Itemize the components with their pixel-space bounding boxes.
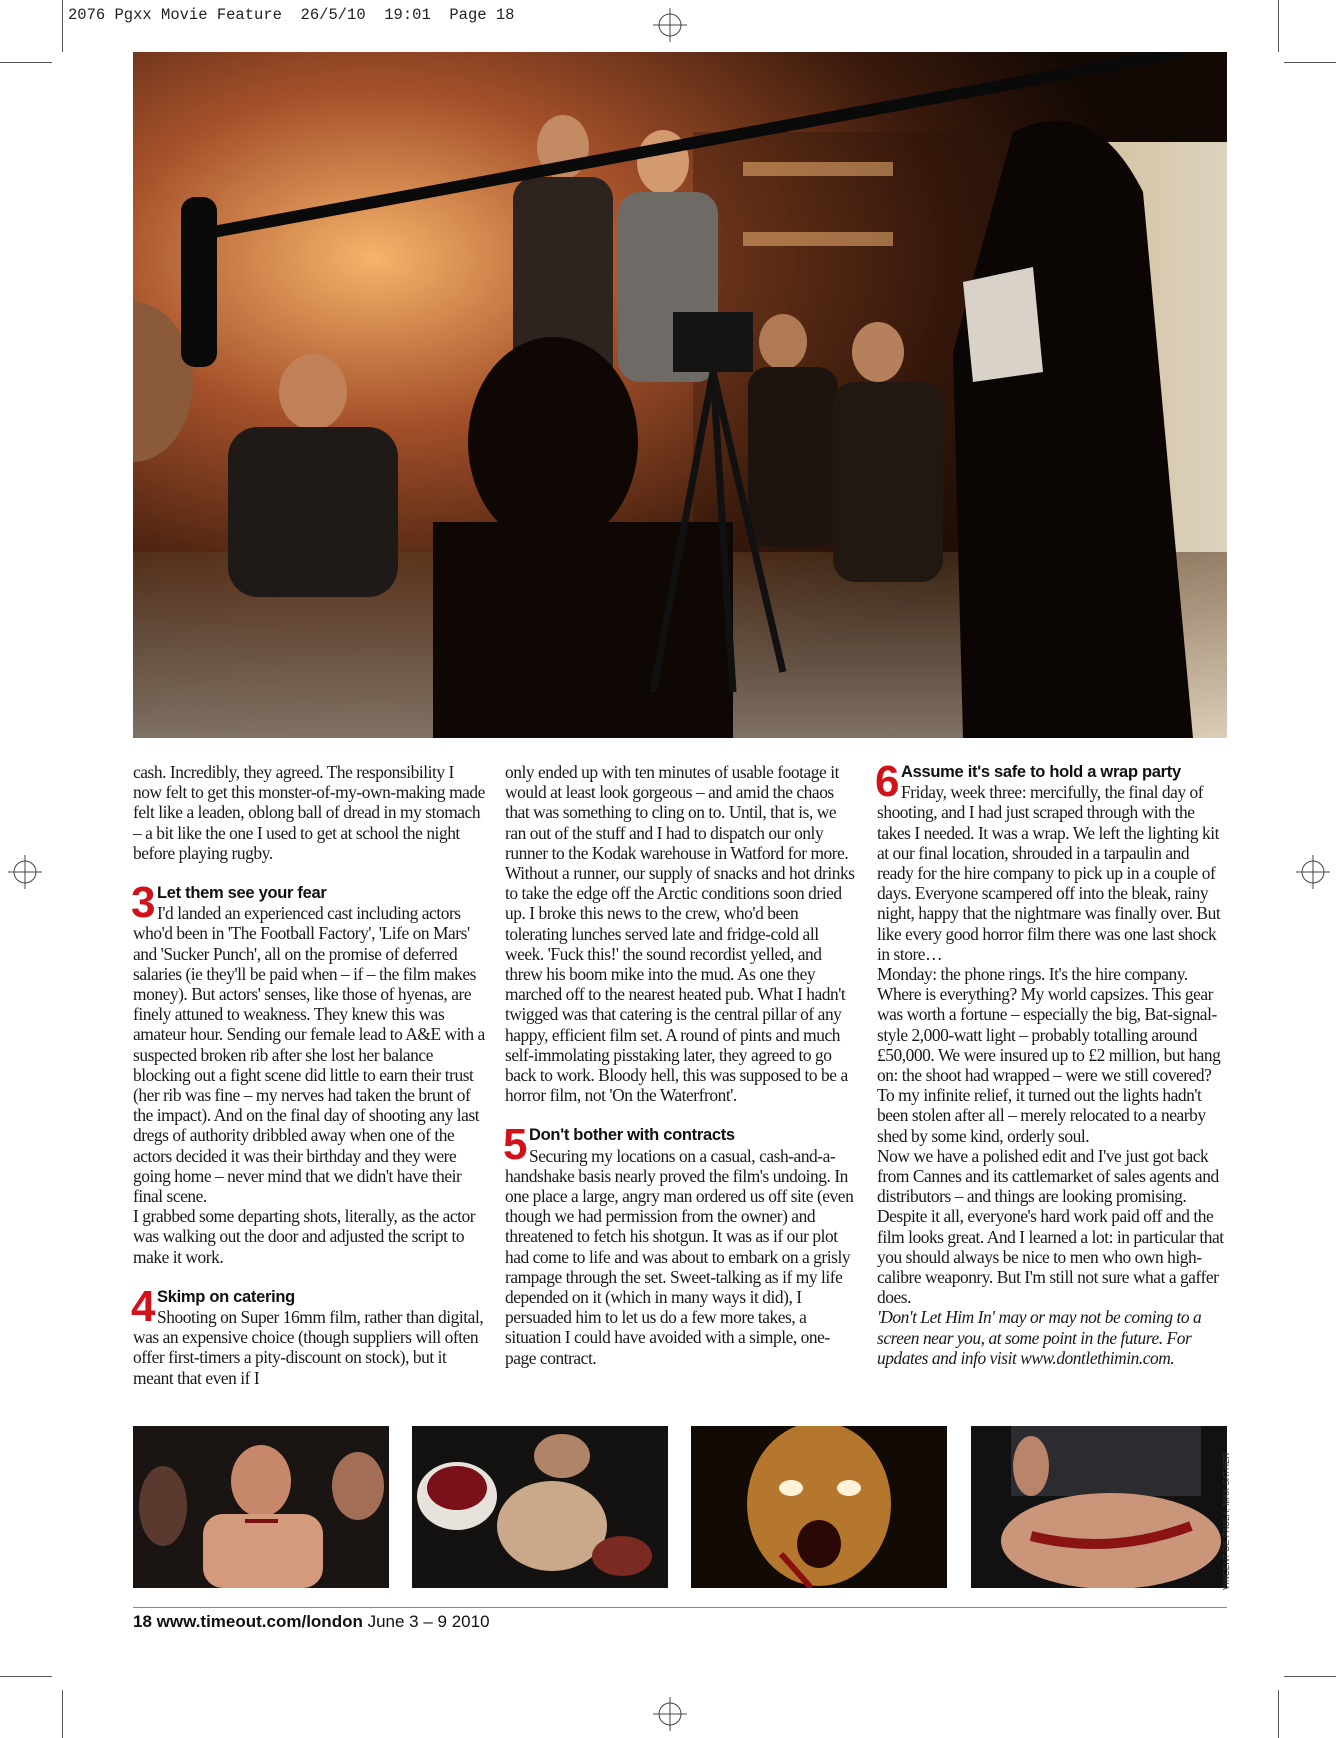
section-heading: Let them see your fear bbox=[157, 884, 327, 903]
section-number: 5 bbox=[503, 1120, 528, 1170]
registration-mark-left bbox=[8, 855, 42, 889]
page-footer bbox=[133, 1612, 490, 1632]
crop-mark bbox=[1284, 62, 1336, 63]
section-number: 3 bbox=[131, 878, 156, 928]
paragraph: Without a runner, our supply of snacks and hot drinks to take the edge off the Arctic conditions soon dried up. I broke this news to the crew, who'd been tolerating lunches served late and fridge-cold all week. 'Fuck this!' the sound recordist yelled, and threw his boom mike into the mud. As one they marched off to the nearest heated pub. What I hadn't twigged was that catering is the central pillar of any happy, efficient film set. A round of pints and much self-immolating pisstaking later, they agreed to go back to work. Bloody hell, this was supposed to be a horror film, not 'On the Waterfront'. bbox=[505, 863, 855, 1106]
paragraph: I'd landed an experienced cast including actors who'd been in 'The Football Factory', 'Life on Mars' and 'Sucker Punch', all on the promise of deferred salaries (ie they'll be paid when – if – the film makes money). But actors' senses, like those of hyenas, are finely attuned to weakness. They knew this was amateur hour. Sending our female lead to A&E with a suspected broken rib after she lost her balance blocking out a fight scene did little to earn their trust (her rib was fine – my nerves had taken the brunt of the impact). And on the final day of shooting any last dregs of authority dribbled away when one of the actors decided it was their birthday and they were going home – never mind that we didn't have their final scene. bbox=[133, 903, 485, 1207]
paragraph: cash. Incredibly, they agreed. The responsibility I now felt to get this monster-of-my-own-making made felt like a leaden, oblong ball of dread in my stomach – a bit like the one I used to get at school the night before playing rugby. bbox=[133, 762, 485, 863]
crop-mark bbox=[62, 0, 63, 52]
section-3 bbox=[131, 878, 485, 1267]
section-number: 4 bbox=[131, 1281, 156, 1331]
article-column-3 bbox=[875, 757, 1229, 1368]
film-info-text: 'Don't Let Him In' may or may not be coming to a screen near you, at some point in the future. For updates and info visit www.dontlethimin.com. bbox=[877, 1307, 1202, 1368]
article-column-1 bbox=[133, 762, 485, 1388]
section-heading: Don't bother with contracts bbox=[529, 1126, 735, 1145]
crop-mark bbox=[0, 1676, 52, 1677]
crop-mark bbox=[1278, 1690, 1279, 1738]
section-5 bbox=[503, 1120, 857, 1368]
thumbnail-screaming-face bbox=[691, 1426, 947, 1588]
section-number: 6 bbox=[875, 757, 900, 806]
registration-mark-bottom bbox=[653, 1697, 687, 1731]
paragraph: only ended up with ten minutes of usable footage it would at least look gorgeous – and amid the chaos that was something to cling on to. Until, that is, we ran out of the stuff and I had to dispatch our only runner to the Kodak warehouse in Watford for more. bbox=[505, 762, 849, 863]
film-info-italic bbox=[877, 1307, 1229, 1368]
footer-url[interactable]: www.timeout.com/london bbox=[156, 1612, 363, 1631]
paragraph: I grabbed some departing shots, literally, as the actor was walking out the door and adjusted the script to make it work. bbox=[133, 1206, 476, 1267]
hero-photo-film-set bbox=[133, 52, 1227, 738]
page-number: 18 bbox=[133, 1612, 152, 1631]
paragraph: Monday: the phone rings. It's the hire company. Where is everything? My world capsizes. This gear was worth a fortune – especially the big, Bat-signal-style 2,000-watt light – probably totalling around £50,000. We were insured up to £2 million, but hang on: the shoot had wrapped – were we still covered? To my infinite relief, it turned out the lights hadn't been stolen after all – merely relocated to a nearby shed by some kind, orderly soul. bbox=[877, 964, 1221, 1146]
registration-mark-top bbox=[653, 8, 687, 42]
crop-mark bbox=[62, 1690, 63, 1738]
paragraph: Friday, week three: mercifully, the final day of shooting, and I had just scraped through with the takes I needed. It was a wrap. We left the lighting kit at our final location, shrouded in a tarpaulin and ready for the hire company to pick up in a couple of days. Everyone scampered off into the bleak, rainy night, happy that the nightmare was finally over. But like every good horror film there was one last shock in store… bbox=[877, 782, 1221, 964]
article-column-2 bbox=[505, 762, 857, 1368]
section-heading: Assume it's safe to hold a wrap party bbox=[901, 763, 1181, 781]
photo-credit: VINCENT DE PAULA, MAX SATHER bbox=[1222, 1452, 1231, 1590]
footer-rule bbox=[133, 1607, 1227, 1608]
paragraph: Shooting on Super 16mm film, rather than digital, was an expensive choice (though suppliers will often offer first-timers a pity-discount on stock), but it meant that even if I bbox=[133, 1307, 484, 1388]
crop-mark bbox=[1284, 1676, 1336, 1677]
printer-slug: 2076 Pgxx Movie Feature 26/5/10 19:01 Page 18 bbox=[68, 6, 515, 24]
thumbnail-gore-props bbox=[412, 1426, 668, 1588]
crop-mark bbox=[0, 62, 52, 63]
paragraph: Securing my locations on a casual, cash-and-a-handshake basis nearly proved the film's undoing. In one place a large, angry man ordered us off site (even though we had permission from the owner) and threatened to fetch his shotgun. It was as if our plot had come to life and was about to embark on a grisly rampage through the set. Sweet-talking as if my life depended on it (which in many ways it did), I persuaded him to let us do a few more takes, a situation I could have avoided with a simple, one-page contract. bbox=[505, 1145, 854, 1368]
thumbnail-wound bbox=[971, 1426, 1227, 1588]
paragraph: Now we have a polished edit and I've just got back from Cannes and its cattlemarket of sales agents and distributors – and things are looking promising. Despite it all, everyone's hard work paid off and the film looks great. And I learned a lot: in particular that you should always be nice to men who own high-calibre weaponry. But I'm still not sure what a gaffer does. bbox=[877, 1145, 1224, 1308]
section-heading: Skimp on catering bbox=[157, 1287, 295, 1306]
registration-mark-right bbox=[1296, 855, 1330, 889]
issue-date: June 3 – 9 2010 bbox=[367, 1612, 490, 1631]
section-6 bbox=[875, 757, 1229, 1146]
crop-mark bbox=[1278, 0, 1279, 52]
thumbnail-strip bbox=[133, 1426, 1227, 1588]
thumbnail-makeup-neck bbox=[133, 1426, 389, 1588]
section-4 bbox=[131, 1281, 485, 1388]
